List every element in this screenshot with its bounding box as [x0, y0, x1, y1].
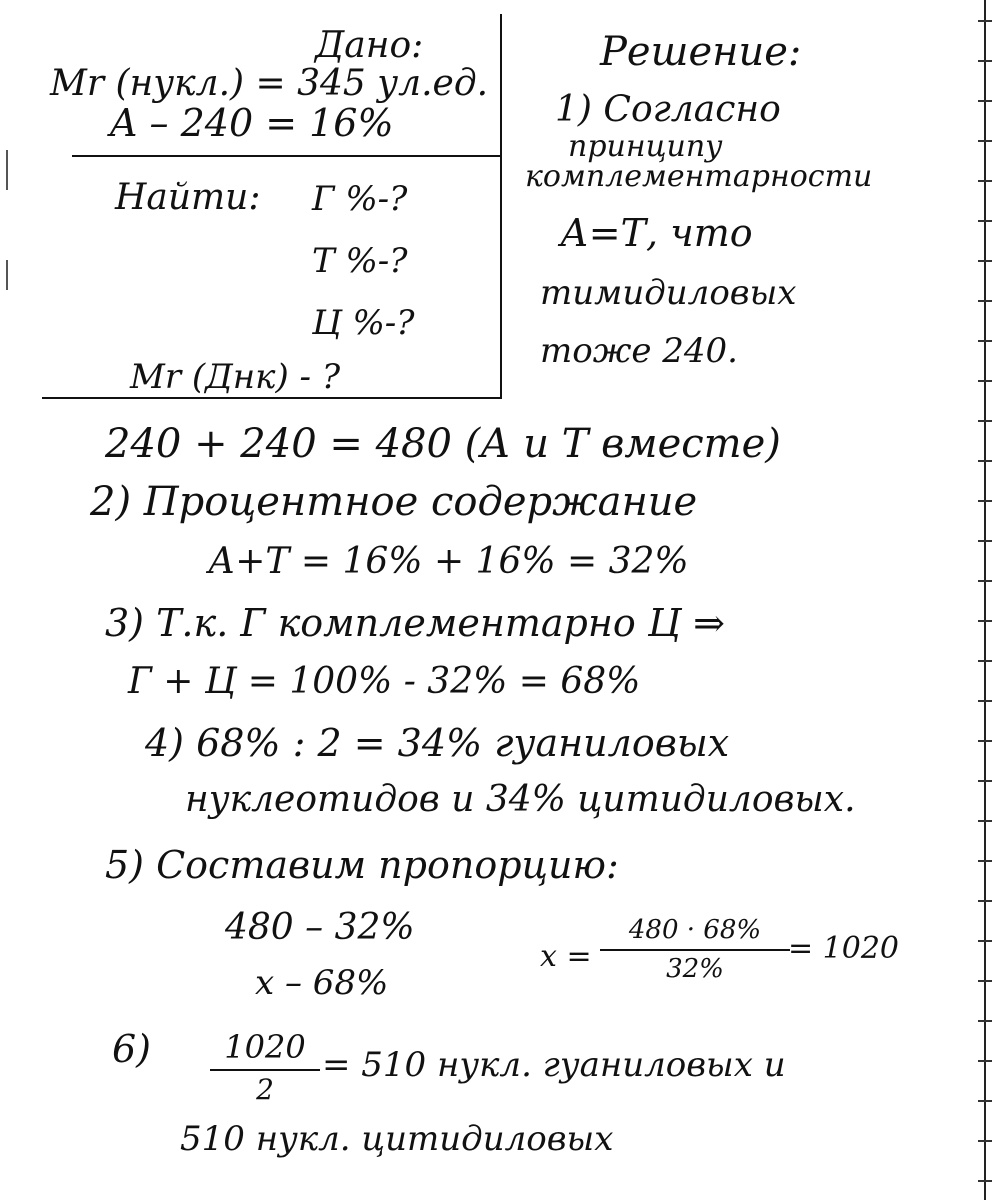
step2-line: 2) Процентное содержание [90, 479, 698, 525]
binding-ring [978, 740, 992, 742]
binding-ring [978, 1180, 992, 1182]
step4-line-2: нуклеотидов и 34% цитидиловых. [185, 779, 856, 820]
binding-ring [978, 900, 992, 902]
step4-line: 4) 68% : 2 = 34% гуаниловых [145, 721, 730, 765]
find-c: Ц %-? [312, 303, 415, 343]
proportion-row-2: x – 68% [255, 963, 389, 1003]
given-a-line: A – 240 = 16% [110, 101, 394, 145]
binding-ring [978, 180, 992, 182]
step6-denominator: 2 [256, 1073, 274, 1107]
binding-ring [978, 460, 992, 462]
notebook-binding [973, 0, 995, 1200]
given-heading: Дано: [315, 25, 424, 66]
binding-ring [978, 500, 992, 502]
left-edge-mark [6, 260, 8, 290]
left-edge-mark [6, 150, 8, 190]
binding-ring [978, 980, 992, 982]
binding-ring [978, 1020, 992, 1022]
binding-ring [978, 60, 992, 62]
box-right-border [500, 14, 502, 399]
step1-line-3: комплементарности [525, 159, 873, 194]
proportion-result: = 1020 [788, 931, 900, 966]
percent-sum-line: А+Т = 16% + 16% = 32% [208, 541, 689, 582]
box-bottom-border [42, 397, 502, 399]
binding-ring [978, 100, 992, 102]
solution-heading: Решение: [600, 29, 802, 75]
binding-ring [978, 940, 992, 942]
step1-line-6: тоже 240. [540, 331, 738, 371]
proportion-row-1: 480 – 32% [225, 907, 415, 948]
find-g: Г %-? [312, 179, 408, 219]
find-mr: Mr (Днк) - ? [130, 357, 341, 397]
fraction-bar [600, 949, 790, 951]
binding-ring [978, 1060, 992, 1062]
given-mr-line: Mr (нукл.) = 345 ул.ед. [50, 63, 489, 104]
binding-ring [978, 20, 992, 22]
binding-ring [978, 580, 992, 582]
binding-ring [978, 1100, 992, 1102]
sum-line: 240 + 240 = 480 (А и Т вместе) [105, 421, 781, 467]
step1-line-1: 1) Согласно [555, 89, 781, 130]
step1-line-2: принципу [568, 129, 723, 164]
step1-line-4: А=Т, что [560, 211, 753, 255]
binding-ring [978, 260, 992, 262]
binding-ring [978, 780, 992, 782]
box-divider [72, 155, 500, 157]
binding-ring [978, 340, 992, 342]
proportion-fraction [600, 916, 790, 983]
step6-fraction-bar [210, 1069, 320, 1071]
binding-ring [978, 660, 992, 662]
x-equals: x = [540, 939, 592, 974]
binding-ring [978, 540, 992, 542]
step6-label: 6) [112, 1027, 152, 1071]
step5-line: 5) Составим пропорцию: [105, 843, 619, 887]
find-t: Т %-? [312, 241, 408, 281]
find-heading: Найти: [115, 177, 261, 218]
step6-text-2: 510 нукл. цитидиловых [180, 1119, 614, 1159]
step1-line-5: тимидиловых [540, 273, 797, 313]
binding-ring [978, 380, 992, 382]
binding-ring [978, 860, 992, 862]
proportion-numerator: 480 · 68% [628, 915, 762, 945]
proportion-denominator: 32% [666, 953, 724, 984]
step6-numerator: 1020 [224, 1028, 306, 1066]
binding-ring [978, 1140, 992, 1142]
binding-ring [978, 820, 992, 822]
binding-ring [978, 700, 992, 702]
binding-ring [978, 140, 992, 142]
g-plus-c-line: Г + Ц = 100% - 32% = 68% [128, 661, 641, 702]
step6-fraction [210, 1030, 320, 1106]
binding-ring [978, 220, 992, 222]
binding-ring [978, 420, 992, 422]
step3-line: 3) Т.к. Г комплементарно Ц ⇒ [105, 601, 725, 645]
binding-ring [978, 620, 992, 622]
binding-ring [978, 300, 992, 302]
step6-text: = 510 нукл. гуаниловых и [322, 1045, 786, 1085]
